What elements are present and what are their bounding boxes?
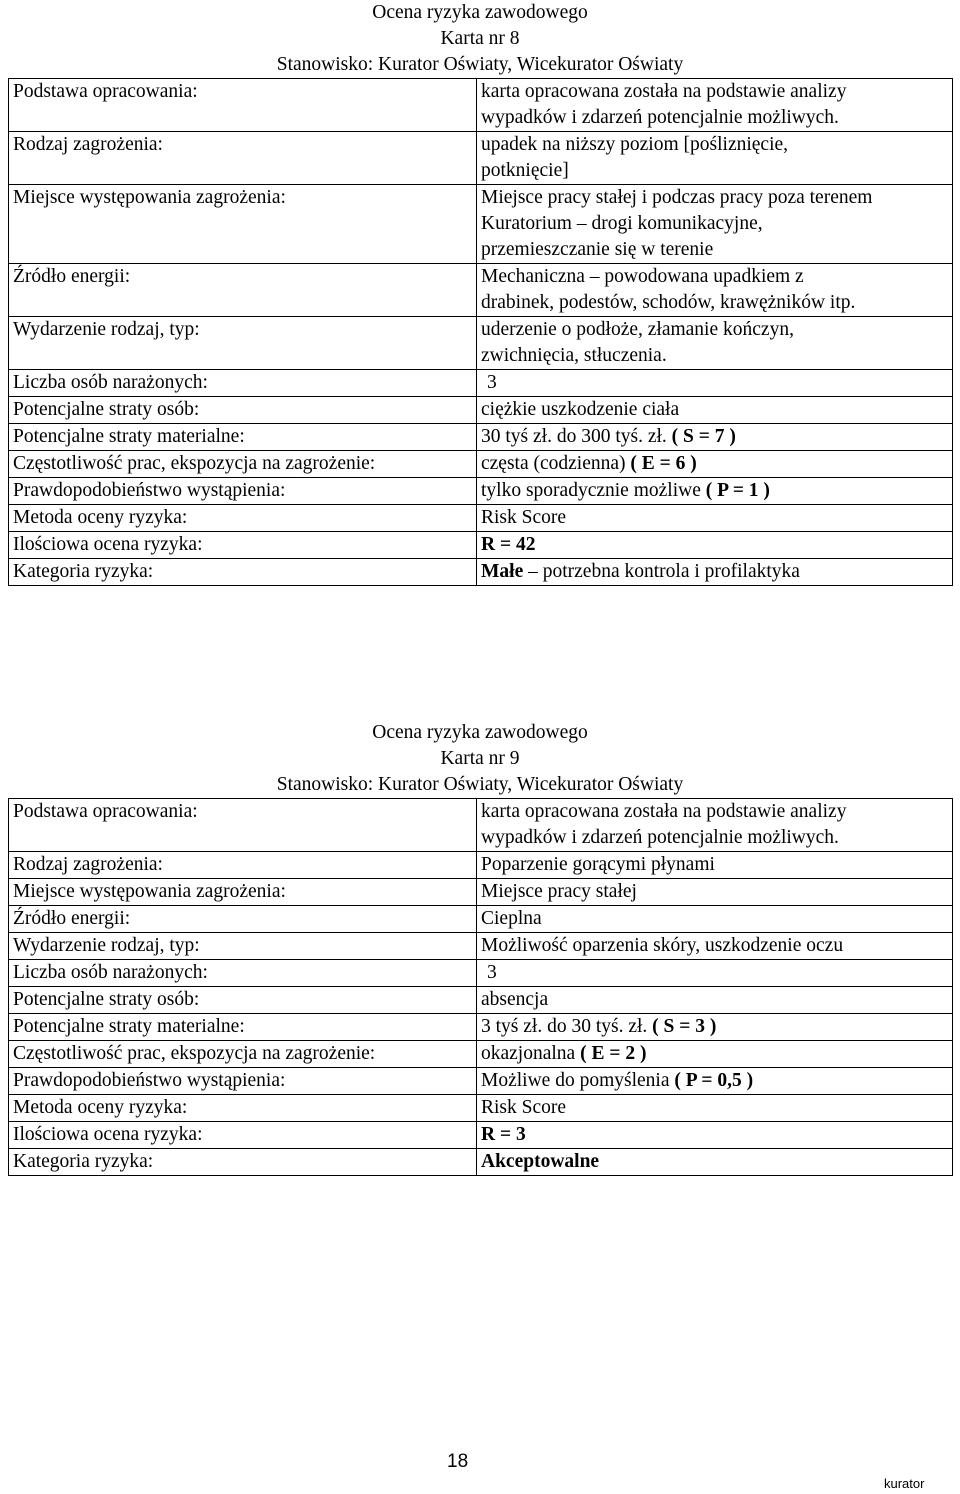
value: upadek na niższy poziom [pośliznięcie, potknięcie] (477, 132, 953, 185)
row-quant (9, 532, 953, 559)
card-position: Stanowisko: Kurator Oświaty, Wicekurator Oświaty (276, 54, 684, 75)
label: Rodzaj zagrożenia: (9, 852, 477, 879)
row-losses-people (9, 987, 953, 1014)
row-exposed (9, 370, 953, 397)
value: okazjonalna ( E = 2 ) (477, 1041, 953, 1068)
label: Ilościowa ocena ryzyka: (9, 532, 477, 559)
row-probability (9, 478, 953, 505)
row-method (9, 1095, 953, 1122)
row-quant (9, 1122, 953, 1149)
risk-table (8, 78, 953, 586)
exposed-count: 3 (487, 962, 497, 983)
row-energy (9, 264, 953, 317)
value: Akceptowalne (477, 1149, 953, 1176)
row-hazard (9, 852, 953, 879)
label: Potencjalne straty osób: (9, 397, 477, 424)
label: Podstawa opracowania: (9, 79, 477, 132)
label: Prawdopodobieństwo wystąpienia: (9, 1068, 477, 1095)
label: Prawdopodobieństwo wystąpienia: (9, 478, 477, 505)
row-losses-material (9, 424, 953, 451)
label: Częstotliwość prac, ekspozycja na zagrożenie: (9, 451, 477, 478)
value (477, 960, 953, 987)
row-hazard (9, 132, 953, 185)
value: częsta (codzienna) ( E = 6 ) (477, 451, 953, 478)
label: Miejsce występowania zagrożenia: (9, 879, 477, 906)
card-position: Stanowisko: Kurator Oświaty, Wicekurator Oświaty (276, 774, 684, 795)
row-frequency (9, 1041, 953, 1068)
row-category (9, 1149, 953, 1176)
label: Liczba osób narażonych: 3 (9, 960, 477, 987)
label: Potencjalne straty osób: (9, 987, 477, 1014)
risk-card-8 (8, 0, 952, 586)
footer-tag: kurator (884, 1476, 925, 1491)
page-number: 18 (447, 1451, 469, 1472)
label: Miejsce występowania zagrożenia: (9, 185, 477, 264)
value: R = 3 (477, 1122, 953, 1149)
row-losses-people (9, 397, 953, 424)
value: Risk Score (477, 1095, 953, 1122)
label: Metoda oceny ryzyka: (9, 505, 477, 532)
card-number: Karta nr 9 (440, 748, 520, 769)
label: Źródło energii: (9, 906, 477, 933)
label: Wydarzenie rodzaj, typ: (9, 317, 477, 370)
value: Poparzenie gorącymi płynami (477, 852, 953, 879)
row-energy (9, 906, 953, 933)
row-basis (9, 79, 953, 132)
value: R = 42 (477, 532, 953, 559)
label: Potencjalne straty materialne: (9, 424, 477, 451)
label: Kategoria ryzyka: (9, 1149, 477, 1176)
value: Risk Score (477, 505, 953, 532)
exposed-count: 3 (487, 372, 497, 393)
value: ciężkie uszkodzenie ciała (477, 397, 953, 424)
risk-table (8, 798, 953, 1176)
row-event (9, 933, 953, 960)
row-category (9, 559, 953, 586)
row-losses-material (9, 1014, 953, 1041)
label: Wydarzenie rodzaj, typ: (9, 933, 477, 960)
value: uderzenie o podłoże, złamanie kończyn, zwichnięcia, stłuczenia. (477, 317, 953, 370)
value: absencja (477, 987, 953, 1014)
value: karta opracowana została na podstawie analizy wypadków i zdarzeń potencjalnie możliwych. (477, 799, 953, 852)
label: Podstawa opracowania: (9, 799, 477, 852)
value: Miejsce pracy stałej i podczas pracy poza terenem Kuratorium – drogi komunikacyjne, przemieszczanie się w terenie (477, 185, 953, 264)
row-exposed (9, 960, 953, 987)
value: karta opracowana została na podstawie analizy wypadków i zdarzeń potencjalnie możliwych. (477, 79, 953, 132)
card-title: Ocena ryzyka zawodowego (372, 722, 588, 743)
value: Małe – potrzebna kontrola i profilaktyka (477, 559, 953, 586)
label: Potencjalne straty materialne: (9, 1014, 477, 1041)
label: Źródło energii: (9, 264, 477, 317)
label: Liczba osób narażonych: 3 (9, 370, 477, 397)
row-event (9, 317, 953, 370)
row-frequency (9, 451, 953, 478)
value: Możliwe do pomyślenia ( P = 0,5 ) (477, 1068, 953, 1095)
row-probability (9, 1068, 953, 1095)
row-place (9, 185, 953, 264)
label: Kategoria ryzyka: (9, 559, 477, 586)
value: Mechaniczna – powodowana upadkiem z drabinek, podestów, schodów, krawężników itp. (477, 264, 953, 317)
value: Miejsce pracy stałej (477, 879, 953, 906)
value: Możliwość oparzenia skóry, uszkodzenie oczu (477, 933, 953, 960)
label: Częstotliwość prac, ekspozycja na zagrożenie: (9, 1041, 477, 1068)
value: 30 tyś zł. do 300 tyś. zł. ( S = 7 ) (477, 424, 953, 451)
value (477, 370, 953, 397)
value: tylko sporadycznie możliwe ( P = 1 ) (477, 478, 953, 505)
value: Cieplna (477, 906, 953, 933)
row-method (9, 505, 953, 532)
label: Ilościowa ocena ryzyka: (9, 1122, 477, 1149)
label: Metoda oceny ryzyka: (9, 1095, 477, 1122)
row-basis (9, 799, 953, 852)
risk-card-9 (8, 720, 952, 1176)
card-number: Karta nr 8 (440, 28, 520, 49)
label: Rodzaj zagrożenia: (9, 132, 477, 185)
row-place (9, 879, 953, 906)
value: 3 tyś zł. do 30 tyś. zł. ( S = 3 ) (477, 1014, 953, 1041)
card-title: Ocena ryzyka zawodowego (372, 2, 588, 23)
